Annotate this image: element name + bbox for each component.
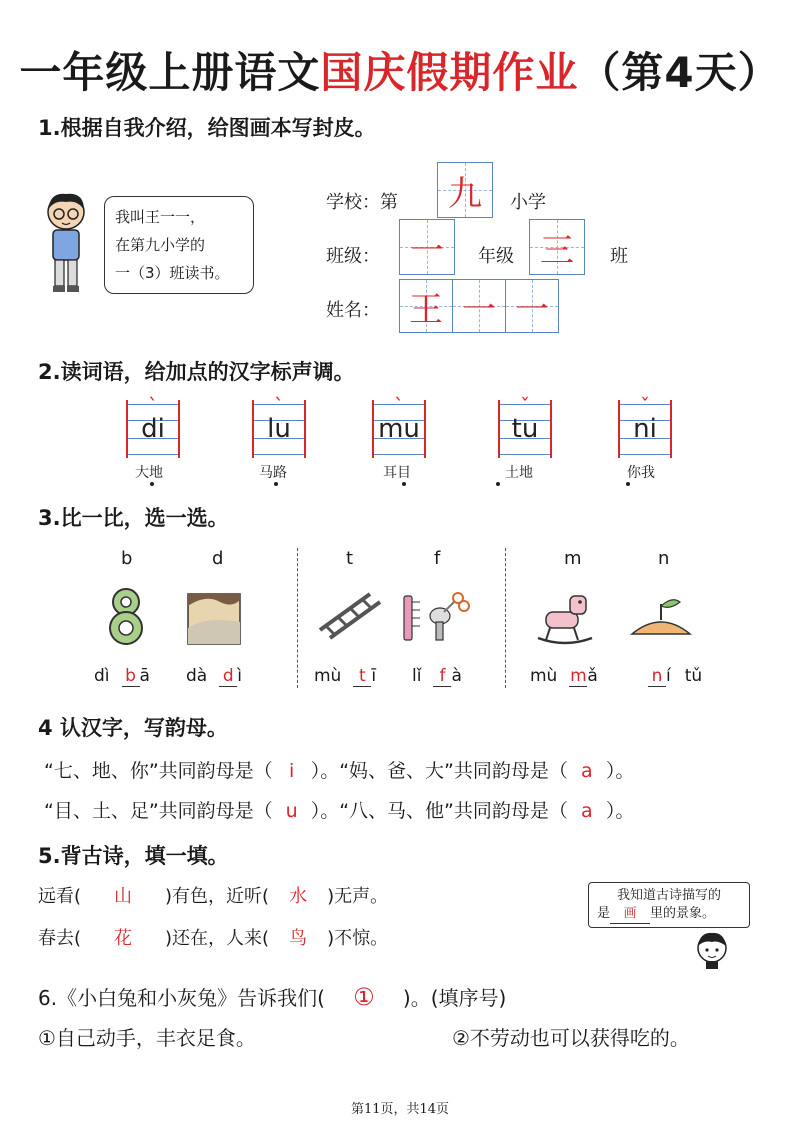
q4-heading: 4 认汉字，写韵母。 (38, 716, 228, 740)
pinyin-box-3[interactable] (372, 394, 426, 458)
q3-initial-answer[interactable]: t (353, 666, 371, 687)
terrain-picture (186, 592, 242, 646)
letter-d: d (212, 548, 224, 569)
name-answer-2: 一 (462, 289, 496, 330)
q4-answer-4[interactable]: a (581, 800, 593, 822)
tone-mark-5: ˇ (640, 394, 650, 418)
poem-line2-part-a: 春去( (38, 928, 82, 949)
name-answer-box-1[interactable] (399, 279, 453, 333)
bubble-line-1: 我叫王一一， (115, 208, 206, 226)
name-answer-box-2[interactable] (452, 279, 506, 333)
letter-b: b (121, 548, 133, 569)
q6-part-a: 6.《小白兔和小灰兔》告诉我们( (38, 986, 325, 1010)
q3-syllable: lǐ (412, 666, 422, 686)
poem-answer-3[interactable]: 花 (114, 928, 133, 949)
dotted-word-1: 大地 (135, 465, 163, 481)
q3-syllable: mù (314, 666, 342, 686)
school-answer: 九 (448, 173, 482, 214)
q4-answer-3[interactable]: u (285, 800, 298, 822)
q4-line-2 (44, 796, 634, 823)
q4-line2-part-c: ）。 (605, 800, 635, 822)
q1-heading: 1.根据自我介绍，给图画本写封皮。 (38, 116, 376, 140)
poem-line-1 (38, 882, 388, 908)
title-part3: （第4天） (578, 48, 781, 97)
title-part1: 一年级上册语文 (19, 48, 321, 97)
school-label: 学校：第 (326, 192, 398, 213)
bubble-line-3: 一（3）班读书。 (115, 264, 230, 282)
poem-line1-part-b: )有色，近听( (165, 886, 270, 907)
letter-t: t (346, 548, 354, 569)
dotted-word-3: 耳目 (383, 465, 411, 481)
q2-heading: 2.读词语，给加点的汉字标声调。 (38, 360, 355, 384)
q4-answer-1[interactable]: i (289, 760, 295, 782)
q3-syllable: dì (94, 666, 110, 686)
q4-line1-part-a: “七、地、你”共同韵母是（ (44, 760, 273, 782)
q6-option-1: ①自己动手，丰衣足食。 (38, 1026, 256, 1050)
q3-pinyin-4 (412, 666, 462, 687)
title-part2: 国庆假期作业 (320, 48, 579, 97)
q3-syllable-extra: tǔ (684, 666, 703, 686)
q6-part-b: )。(填序号) (402, 986, 507, 1010)
school-answer-box[interactable] (437, 162, 493, 218)
divider-1 (297, 548, 298, 688)
q3-initial-answer[interactable]: d (219, 666, 237, 687)
poem-answer-2[interactable]: 水 (289, 886, 308, 907)
q3-syllable: mù (530, 666, 558, 686)
q3-pinyin-1 (94, 666, 150, 687)
q4-line2-part-a: “目、土、足”共同韵母是（ (44, 800, 273, 822)
dotted-word-5: 你我 (627, 465, 655, 481)
q4-line1-part-b: ）。“妈、爸、大”共同韵母是（ (310, 760, 568, 782)
poem-answer-4[interactable]: 鸟 (289, 928, 308, 949)
pinyin-box-5[interactable] (618, 394, 672, 458)
poem-line1-part-a: 远看( (38, 886, 82, 907)
q3-heading: 3.比一比，选一选。 (38, 506, 229, 530)
q3-final: à (451, 666, 462, 686)
page-footer: 第11页，共14页 (350, 1102, 450, 1117)
q3-pinyin-6 (636, 666, 702, 687)
rocking-horse-picture (532, 590, 598, 648)
q6-option-2: ②不劳动也可以获得吃的。 (452, 1026, 690, 1050)
name-answer-1: 王 (409, 289, 443, 330)
poem-bubble-line-1: 我知道古诗描写的 (617, 888, 722, 903)
poem-line2-part-b: )还在，人来( (165, 928, 270, 949)
emphasis-dot-2 (274, 482, 278, 486)
girl-icon (694, 928, 730, 970)
q3-syllable: dà (186, 666, 208, 686)
letter-f: f (434, 548, 441, 569)
emphasis-dot-3 (402, 482, 406, 486)
q4-line-1 (44, 756, 634, 783)
name-answer-3: 一 (515, 289, 549, 330)
poem-bubble (588, 882, 750, 928)
grade-answer-box[interactable] (399, 219, 455, 275)
pinyin-text-1: di (141, 414, 165, 444)
q3-final: ā (139, 666, 150, 686)
q3-final: ǎ (587, 666, 598, 686)
pinyin-text-5: ni (633, 414, 657, 444)
page-title (0, 40, 800, 100)
pinyin-text-2: lu (267, 414, 291, 444)
pinyin-box-4[interactable] (498, 394, 552, 458)
q3-initial-answer[interactable]: b (122, 666, 140, 687)
q3-initial-answer[interactable]: m (570, 666, 587, 686)
q3-initial-answer[interactable]: n (648, 666, 666, 687)
q3-pinyin-2 (186, 666, 242, 687)
q3-final: ì (237, 666, 242, 686)
class-answer: 三 (540, 230, 574, 271)
q4-line2-part-b: ）。“八、马、他”共同韵母是（ (310, 800, 568, 822)
grade-word: 年级 (478, 246, 514, 267)
tone-mark-2: ˋ (274, 394, 284, 418)
bubble-line-2: 在第九小学的 (115, 236, 206, 254)
q6-answer[interactable]: ① (353, 983, 375, 1011)
divider-2 (505, 548, 506, 688)
grade-answer: 一 (410, 230, 444, 271)
q3-final: í (666, 666, 671, 686)
pinyin-text-4: tu (511, 414, 539, 444)
dotted-word-2: 马路 (259, 465, 287, 481)
name-label: 姓名： (326, 300, 380, 321)
tone-mark-4: ˇ (520, 394, 530, 418)
q5-heading: 5.背古诗，填一填。 (38, 844, 229, 868)
poem-answer-1[interactable]: 山 (114, 886, 133, 907)
q4-line1-part-c: ）。 (605, 760, 635, 782)
pinyin-box-1[interactable] (126, 394, 180, 458)
class-label: 班级： (326, 246, 380, 267)
number-eight-picture (104, 584, 148, 648)
poem-bubble-part-b: 里的景象。 (650, 906, 716, 921)
q3-pinyin-5 (530, 666, 598, 687)
ladder-picture (316, 590, 382, 640)
q3-initial-answer[interactable]: f (433, 666, 451, 687)
letter-n: n (658, 548, 670, 569)
emphasis-dot-5 (626, 482, 630, 486)
letter-m: m (564, 548, 582, 569)
name-answer-box-3[interactable] (505, 279, 559, 333)
poem-line-2 (38, 924, 388, 950)
q6-line (38, 982, 506, 1011)
tone-mark-1: ˋ (148, 394, 158, 418)
q4-answer-2[interactable]: a (581, 760, 593, 782)
q3-pinyin-3 (314, 666, 376, 687)
poem-bubble-answer[interactable]: 画 (610, 905, 650, 924)
poem-line2-part-c: )不惊。 (327, 928, 389, 949)
sprout-picture (628, 590, 694, 640)
class-word: 班 (610, 246, 628, 267)
pinyin-text-3: mu (378, 414, 420, 444)
q3-final: ī (371, 666, 377, 686)
poem-bubble-part-a: 是 (597, 906, 611, 921)
class-answer-box[interactable] (529, 219, 585, 275)
boy-illustration (40, 190, 92, 296)
emphasis-dot-1 (150, 482, 154, 486)
comb-hairdryer-scissors-picture (400, 588, 470, 646)
school-suffix: 小学 (510, 192, 546, 213)
tone-mark-3: ˋ (394, 394, 404, 418)
poem-line1-part-c: )无声。 (327, 886, 389, 907)
intro-bubble (104, 196, 254, 294)
pinyin-box-2[interactable] (252, 394, 306, 458)
dotted-word-4: 土地 (505, 465, 533, 481)
emphasis-dot-4 (496, 482, 500, 486)
